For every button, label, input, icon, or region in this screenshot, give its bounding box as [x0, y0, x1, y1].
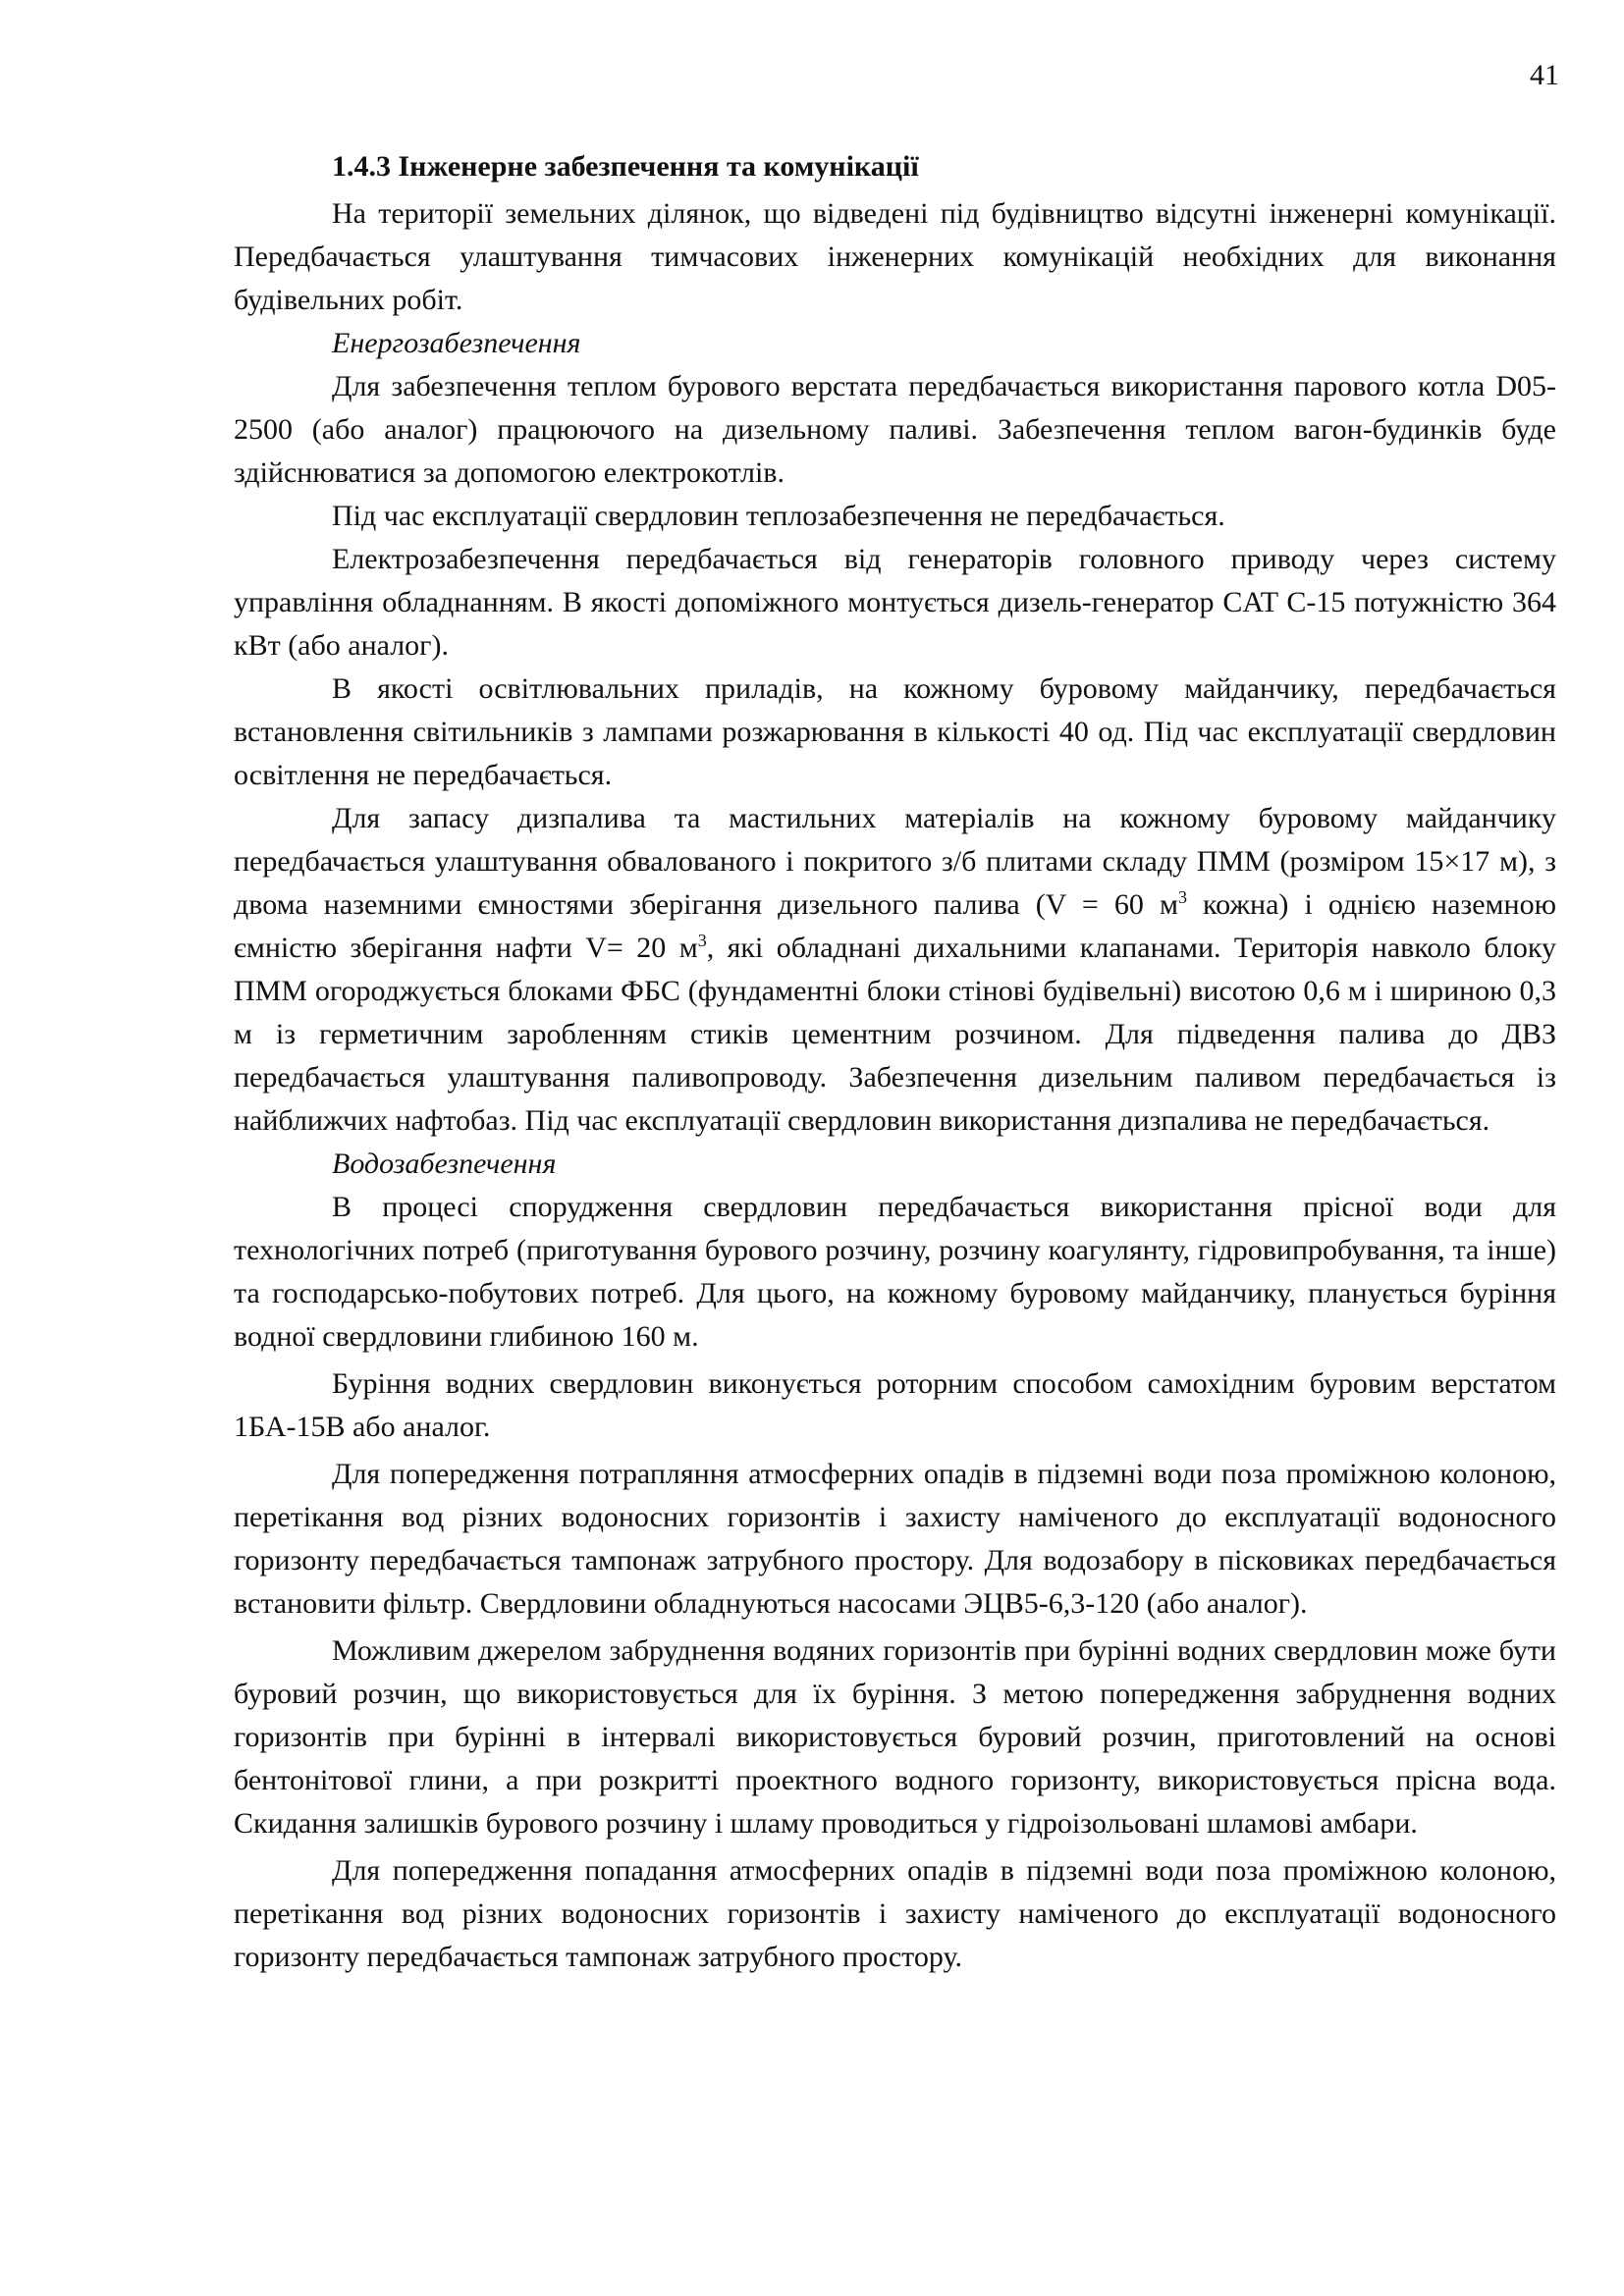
paragraph-no-heating: Під час експлуатації свердловин теплозабезпечення не передбачається. — [332, 500, 1225, 532]
superscript-cubic-2: 3 — [697, 931, 707, 950]
paragraph-lighting: В якості освітлювальних приладів, на кожному буровому майданчику, передбачається встановлення світильників з лампами розжарювання в кількості 40 од. Під час експлуатації свердловин освітлення не передбачається. — [234, 672, 1556, 791]
paragraph-casing-protection: Для попередження потрапляння атмосферних опадів в підземні води поза проміжною колоною, перетікання вод різних водоносних горизонтів і захисту наміченого до експлуатації водоносного горизонту передбачається тампонаж затрубного простору. Для водозабору в пісковиках передбачається встановити фільтр. Свердловини обладнуються насосами ЭЦВ5-6,3-120 (або аналог). — [234, 1458, 1556, 1620]
page-number: 41 — [1530, 59, 1559, 91]
paragraph-electricity: Електрозабезпечення передбачається від генераторів головного приводу через систему управління обладнанням. В якості допоміжного монтується дизель-генератор CAT C-15 потужністю 364 кВт (або аналог). — [234, 543, 1556, 662]
paragraph-cementing: Для попередження попадання атмосферних опадів в підземні води поза проміжною колоною, перетікання вод різних водоносних горизонтів і захисту наміченого до експлуатації водоносного горизонту передбачається тампонаж затрубного простору. — [234, 1854, 1556, 1973]
paragraph-contamination: Можливим джерелом забруднення водяних горизонтів при бурінні водних свердловин може бути буровий розчин, що використовується для їх буріння. З метою попередження забруднення водних горизонтів при бурінні в інтервалі використовується буровий розчин, приготовлений на основі бентонітової глини, а при розкритті проектного водного горизонту, використовується прісна вода. Скидання залишків бурового розчину і шламу проводиться у гідроізольовані шламові амбари. — [234, 1634, 1556, 1840]
paragraph-water-drilling: Буріння водних свердловин виконується роторним способом самохідним буровим верстатом 1БА-15В або аналог. — [234, 1367, 1556, 1443]
fuel-text-a: Для запасу дизпалива та мастильних матеріалів на кожному буровому майданчику передбачається улаштування обвалованого і покритого з/б плитами складу ПММ (розміром 15×17 м), з двома наземними ємностями зберігання дизельного палива (V = 60 м — [234, 802, 1556, 921]
paragraph-fuel-storage — [234, 797, 1556, 1143]
fuel-text-b: кожна) і однією наземною ємністю зберігання нафти V= 20 м — [234, 888, 1557, 964]
fuel-text-c: , які обладнані дихальними клапанами. Територія навколо блоку ПММ огороджується блоками ФБС (фундаментні блоки стінові будівельні) висотою 0,6 м і шириною 0,3 м із герметичним заробленням стиків цементним розчином. Для підведення палива до ДВЗ передбачається улаштування паливопроводу. Забезпечення дизельним паливом передбачається із найближчих нафтобаз. Під час експлуатації свердловин використання дизпалива не передбачається. — [234, 932, 1556, 1137]
paragraph-intro: На території земельних ділянок, що відведені під будівництво відсутні інженерні комунікації. Передбачається улаштування тимчасових інженерних комунікацій необхідних для виконання будівельних робіт. — [234, 197, 1556, 316]
paragraph-water-use: В процесі спорудження свердловин передбачається використання прісної води для технологічних потреб (приготування бурового розчину, розчину коагулянту, гідровипробування, та інше) та господарсько-побутових потреб. Для цього, на кожному буровому майданчику, планується буріння водної свердловини глибиною 160 м. — [234, 1191, 1556, 1353]
section-heading: 1.4.3 Інженерне забезпечення та комунікації — [332, 150, 919, 183]
subheading-water: Водозабезпечення — [332, 1148, 557, 1180]
superscript-cubic-1: 3 — [1177, 887, 1187, 907]
subheading-energy: Енергозабезпечення — [332, 327, 581, 359]
paragraph-heating: Для забезпечення теплом бурового верстата передбачається використання парового котла D05-2500 (або аналог) працюючого на дизельному паливі. Забезпечення теплом вагон-будинків буде здійснюватися за допомогою електрокотлів. — [234, 370, 1556, 489]
document-body — [234, 145, 1556, 1979]
